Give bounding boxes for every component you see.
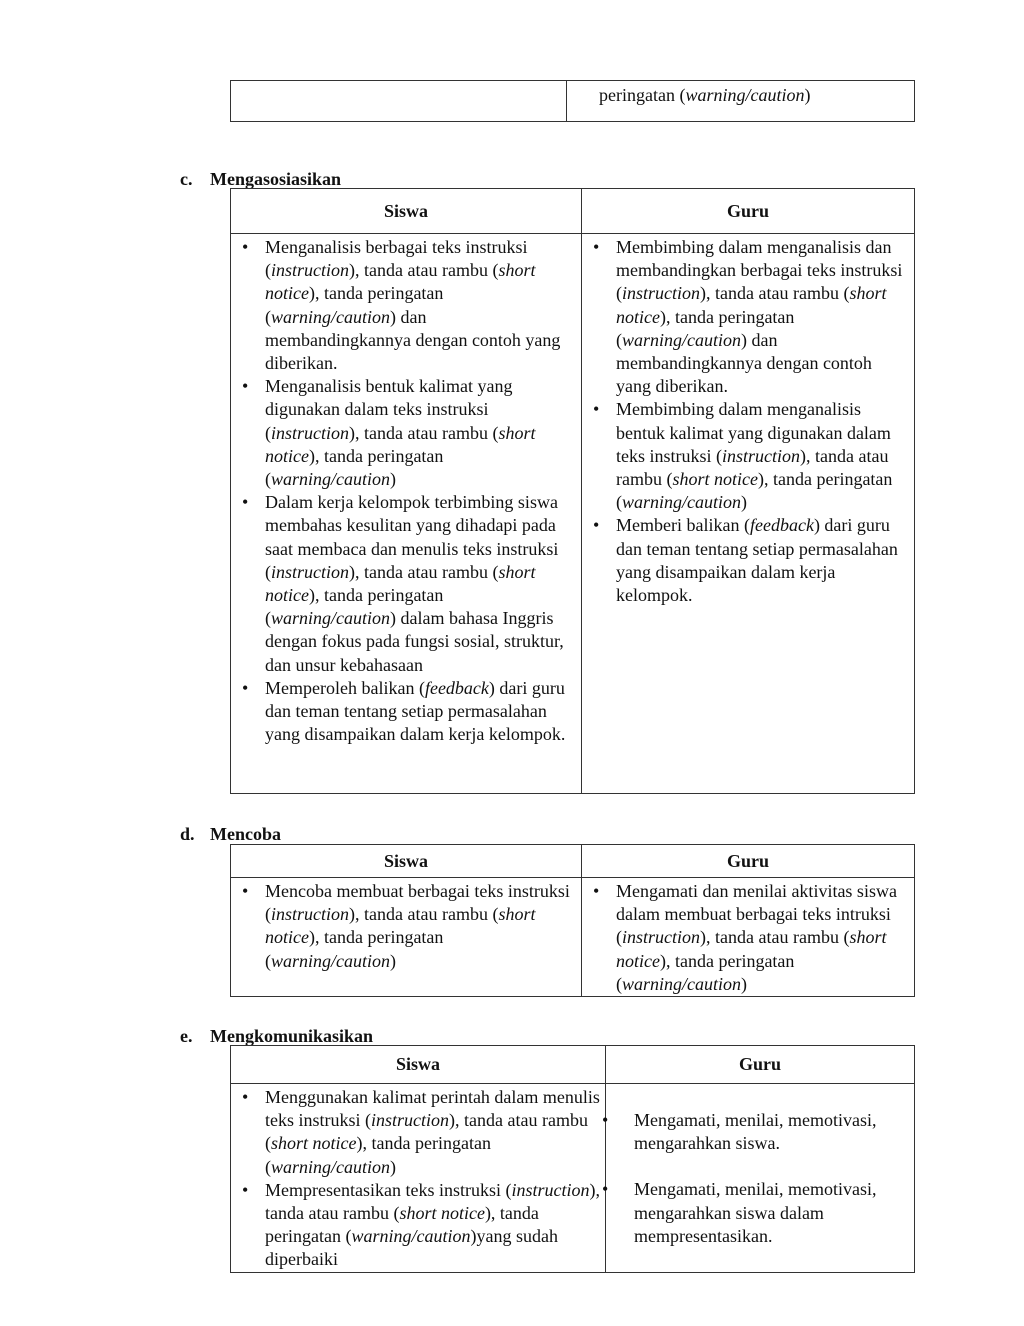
italic-term: warning/caution: [271, 469, 391, 490]
text-run: ), tanda atau rambu (: [265, 1110, 588, 1154]
text-run: ) dan membandingkannya dengan contoh yang diberikan.: [265, 306, 561, 374]
list-item: [231, 677, 575, 747]
section-c-table: [230, 188, 915, 794]
text-run: Mengamati, menilai, memotivasi, mengarahkan siswa.: [634, 1110, 877, 1154]
italic-term: instruction: [271, 260, 350, 281]
column-header-guru: Guru: [606, 1046, 915, 1084]
guru-cell: [582, 878, 915, 997]
section-d-heading: [180, 823, 281, 845]
text-run: Memberi balikan (: [616, 515, 750, 536]
column-header-siswa: Siswa: [231, 845, 582, 878]
text-run: ), tanda atau rambu (: [616, 445, 889, 490]
italic-term: short notice: [616, 283, 887, 327]
text-run: ): [390, 1156, 397, 1177]
italic-term: warning/caution: [271, 608, 391, 629]
italic-term: warning/caution: [351, 1226, 471, 1247]
italic-term: instruction: [271, 422, 350, 443]
list-item: [582, 880, 908, 996]
text-run: ), tanda peringatan (: [616, 950, 795, 994]
list-item: [231, 880, 575, 973]
text-run: ) dalam bahasa Inggris dengan fokus pada fungsi sosial, struktur, dan unsur kebahasaan: [265, 608, 564, 675]
list-item: [231, 1086, 601, 1179]
text-run: ), tanda peringatan (: [616, 469, 893, 513]
text-run: ), tanda peringatan (: [265, 283, 444, 327]
italic-term: feedback: [424, 677, 489, 698]
empty-cell: [231, 81, 567, 122]
italic-term: warning/caution: [271, 950, 391, 971]
italic-term: short notice: [399, 1203, 485, 1224]
section-title: Mengasosiasikan: [210, 169, 342, 189]
siswa-list: [231, 236, 575, 746]
guru-list: [582, 236, 908, 607]
column-header-guru: Guru: [582, 189, 915, 234]
guru-cell: [606, 1084, 915, 1273]
italic-term: short notice: [271, 1133, 357, 1154]
section-e-heading: [180, 1025, 373, 1047]
text-run: ) dari guru dan teman tentang setiap permasalahan yang disampaikan dalam kerja kelompok.: [616, 515, 898, 606]
italic-term: warning/caution: [685, 85, 805, 105]
text-run: ), tanda atau rambu (: [700, 283, 850, 304]
list-item: [231, 375, 575, 491]
italic-term: short notice: [265, 422, 536, 466]
text-run: ), tanda peringatan (: [265, 585, 444, 629]
italic-term: warning/caution: [271, 306, 391, 327]
list-item: [231, 1179, 601, 1272]
text-run: ): [390, 469, 397, 490]
siswa-cell: [231, 878, 582, 997]
section-d-table: [230, 844, 915, 997]
siswa-cell: [231, 234, 582, 794]
text-run: Menganalisis berbagai teks instruksi (: [265, 237, 528, 281]
text-run: Mempresentasikan teks instruksi (: [265, 1179, 512, 1200]
text-run: ): [741, 973, 748, 994]
text-run: ): [390, 950, 397, 971]
siswa-list: [231, 1086, 601, 1272]
italic-term: instruction: [271, 904, 350, 925]
text-run: ), tanda atau rambu (: [700, 927, 850, 948]
guru-list: [606, 1109, 910, 1248]
italic-term: warning/caution: [622, 973, 742, 994]
list-item: [606, 1178, 910, 1248]
italic-term: feedback: [749, 515, 814, 536]
text-run: ), tanda peringatan (: [265, 1203, 539, 1247]
list-item: [582, 514, 908, 607]
column-header-siswa: Siswa: [231, 1046, 606, 1084]
italic-term: instruction: [271, 561, 350, 582]
list-item: [606, 1109, 910, 1155]
section-letter: c.: [180, 169, 193, 189]
italic-term: short notice: [616, 927, 887, 971]
text-run: ), tanda atau rambu (: [349, 260, 499, 281]
text-run: )yang sudah diperbaiki: [265, 1226, 558, 1270]
section-title: Mengkomunikasikan: [210, 1026, 374, 1046]
text-run: ), tanda peringatan (: [265, 445, 444, 490]
text-run: ), tanda atau rambu (: [349, 422, 499, 443]
text-run: ): [804, 85, 811, 105]
italic-term: warning/caution: [271, 1156, 391, 1177]
text-run: Mengamati, menilai, memotivasi, mengarahkan siswa dalam mempresentasikan.: [634, 1179, 877, 1246]
siswa-cell: [231, 1084, 606, 1273]
text-run: ): [741, 492, 748, 513]
italic-term: warning/caution: [622, 329, 742, 350]
italic-term: instruction: [622, 283, 701, 304]
text-run: Mencoba membuat berbagai teks instruksi (: [265, 881, 570, 925]
text-run: ), tanda atau rambu (: [265, 1179, 600, 1224]
text-run: Menganalisis bentuk kalimat yang digunakan dalam teks instruksi (: [265, 376, 513, 443]
column-header-siswa: Siswa: [231, 189, 582, 234]
section-title: Mencoba: [210, 824, 281, 844]
text-run: ), tanda peringatan (: [265, 1133, 491, 1177]
italic-term: short notice: [265, 260, 536, 304]
text-run: ), tanda peringatan (: [265, 927, 444, 971]
italic-term: instruction: [511, 1179, 590, 1200]
italic-term: short notice: [672, 469, 758, 490]
list-item: [231, 491, 575, 677]
text-run: Mengamati dan menilai aktivitas siswa dalam membuat berbagai teks intruksi (: [616, 881, 897, 948]
italic-term: short notice: [265, 904, 536, 948]
text-run: Membimbing dalam menganalisis bentuk kalimat yang digunakan dalam teks instruksi (: [616, 399, 891, 466]
section-letter: e.: [180, 1026, 193, 1046]
text-run: ), tanda atau rambu (: [349, 561, 499, 582]
italic-term: warning/caution: [622, 492, 742, 513]
text-run: ), tanda atau rambu (: [349, 904, 499, 925]
siswa-list: [231, 880, 575, 973]
text-run: Dalam kerja kelompok terbimbing siswa membahas kesulitan yang dihadapi pada saat membaca dan menulis teks instruksi (: [265, 492, 559, 582]
list-item: [231, 236, 575, 375]
text-run: Membimbing dalam menganalisis dan membandingkan berbagai teks instruksi (: [616, 237, 903, 304]
section-e-table: [230, 1045, 915, 1273]
text-run: peringatan (: [599, 85, 686, 105]
italic-term: instruction: [722, 445, 801, 466]
column-header-guru: Guru: [582, 845, 915, 878]
section-letter: d.: [180, 824, 195, 844]
continuation-cell: [567, 81, 915, 122]
text-run: Menggunakan kalimat perintah dalam menulis teks instruksi (: [265, 1087, 600, 1131]
continuation-table: [230, 80, 915, 122]
continuation-text: [599, 85, 810, 105]
list-item: [582, 236, 908, 398]
italic-term: instruction: [371, 1110, 450, 1131]
italic-term: short notice: [265, 561, 536, 606]
text-run: ), tanda peringatan (: [616, 306, 795, 350]
list-item: [582, 398, 908, 514]
text-run: Memperoleh balikan (: [265, 677, 425, 698]
italic-term: instruction: [622, 927, 701, 948]
guru-list: [582, 880, 908, 996]
text-run: ) dan membandingkannya dengan contoh yang diberikan.: [616, 329, 872, 397]
guru-cell: [582, 234, 915, 794]
text-run: ) dari guru dan teman tentang setiap permasalahan yang disampaikan dalam kerja kelompok.: [265, 677, 566, 745]
section-c-heading: [180, 168, 341, 190]
